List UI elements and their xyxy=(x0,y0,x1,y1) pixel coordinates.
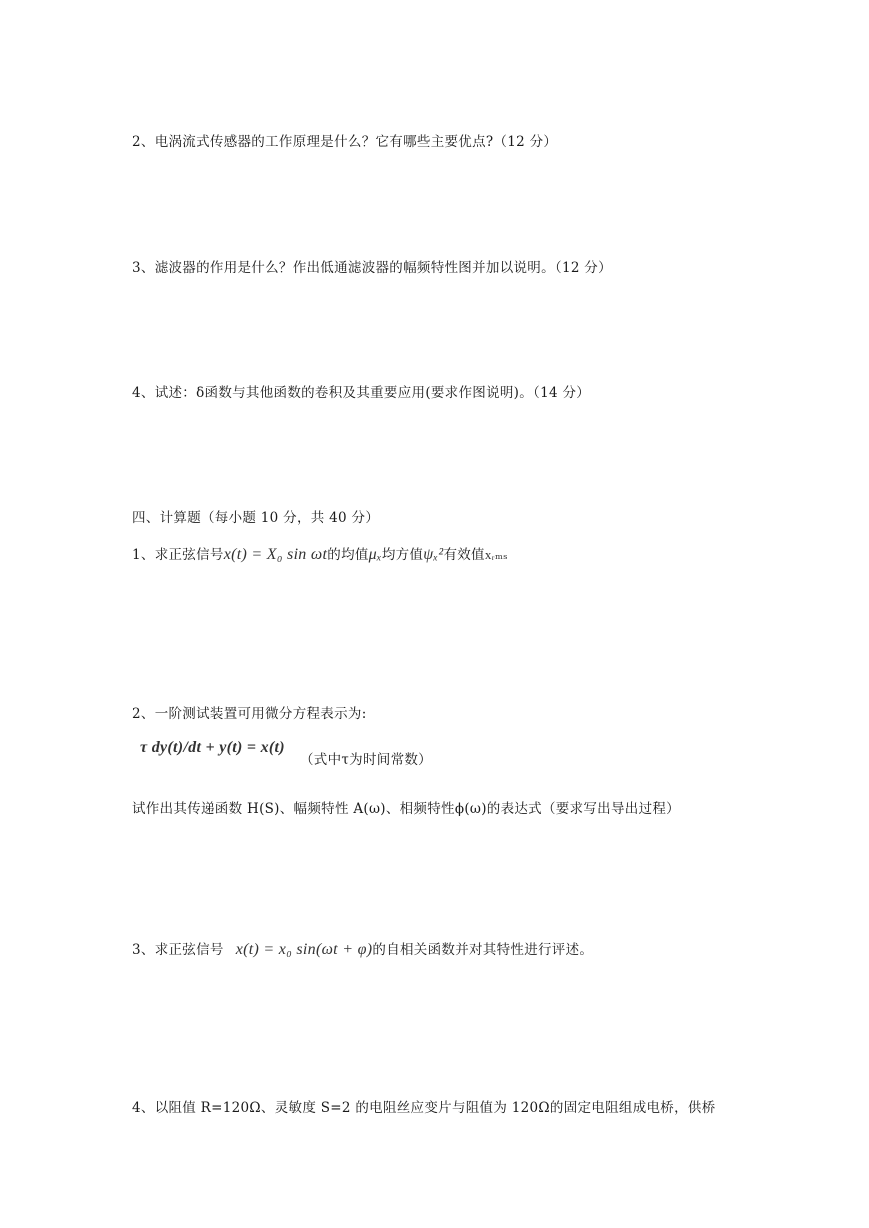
c1-mid2: 均方值 xyxy=(381,547,424,563)
c3-formula: x(t) = x₀ sin(ωt + φ) xyxy=(235,941,373,958)
section-heading: 四、计算题（每小题 10 分，共 40 分） xyxy=(132,510,380,526)
calc-question-1 xyxy=(132,545,508,565)
c1-xrms-symbol: xᵣₘₛ xyxy=(484,547,508,562)
c3-suffix: 的自相关函数并对其特性进行评述。 xyxy=(372,942,594,958)
c1-formula: x(t) = X₀ sin ωt xyxy=(223,546,328,563)
calc-question-2: 2、一阶测试装置可用微分方程表示为: xyxy=(132,706,367,722)
question-2: 2、电涡流式传感器的工作原理是什么？它有哪些主要优点?（12 分） xyxy=(132,134,558,150)
calc-question-3 xyxy=(132,940,593,960)
calc-question-4: 4、以阻值 R=120Ω、灵敏度 S=2 的电阻丝应变片与阻值为 120Ω的固定电阻组成电桥，供桥 xyxy=(132,1100,716,1116)
c2-note: （式中τ为时间常数） xyxy=(300,752,432,768)
c2-equation: τ dy(t)/dt + y(t) = x(t) xyxy=(140,739,285,756)
question-4: 4、试述：δ函数与其他函数的卷积及其重要应用(要求作图说明)。（14 分） xyxy=(132,385,591,401)
c2-equation-row xyxy=(140,738,285,758)
c1-psi-symbol: ψₓ² xyxy=(423,546,444,563)
question-3: 3、滤波器的作用是什么？作出低通滤波器的幅频特性图并加以说明。（12 分） xyxy=(132,260,612,276)
c1-mid1: 的均值 xyxy=(327,547,369,563)
c1-mid3: 有效值 xyxy=(443,547,485,563)
c1-prefix: 1、求正弦信号 xyxy=(132,547,224,563)
c2-task: 试作出其传递函数 H(S)、幅频特性 A(ω)、相频特性ϕ(ω)的表达式（要求写出导出过程） xyxy=(132,801,680,817)
c3-prefix: 3、求正弦信号 xyxy=(132,942,224,958)
c1-mu-symbol: μₓ xyxy=(368,546,382,563)
